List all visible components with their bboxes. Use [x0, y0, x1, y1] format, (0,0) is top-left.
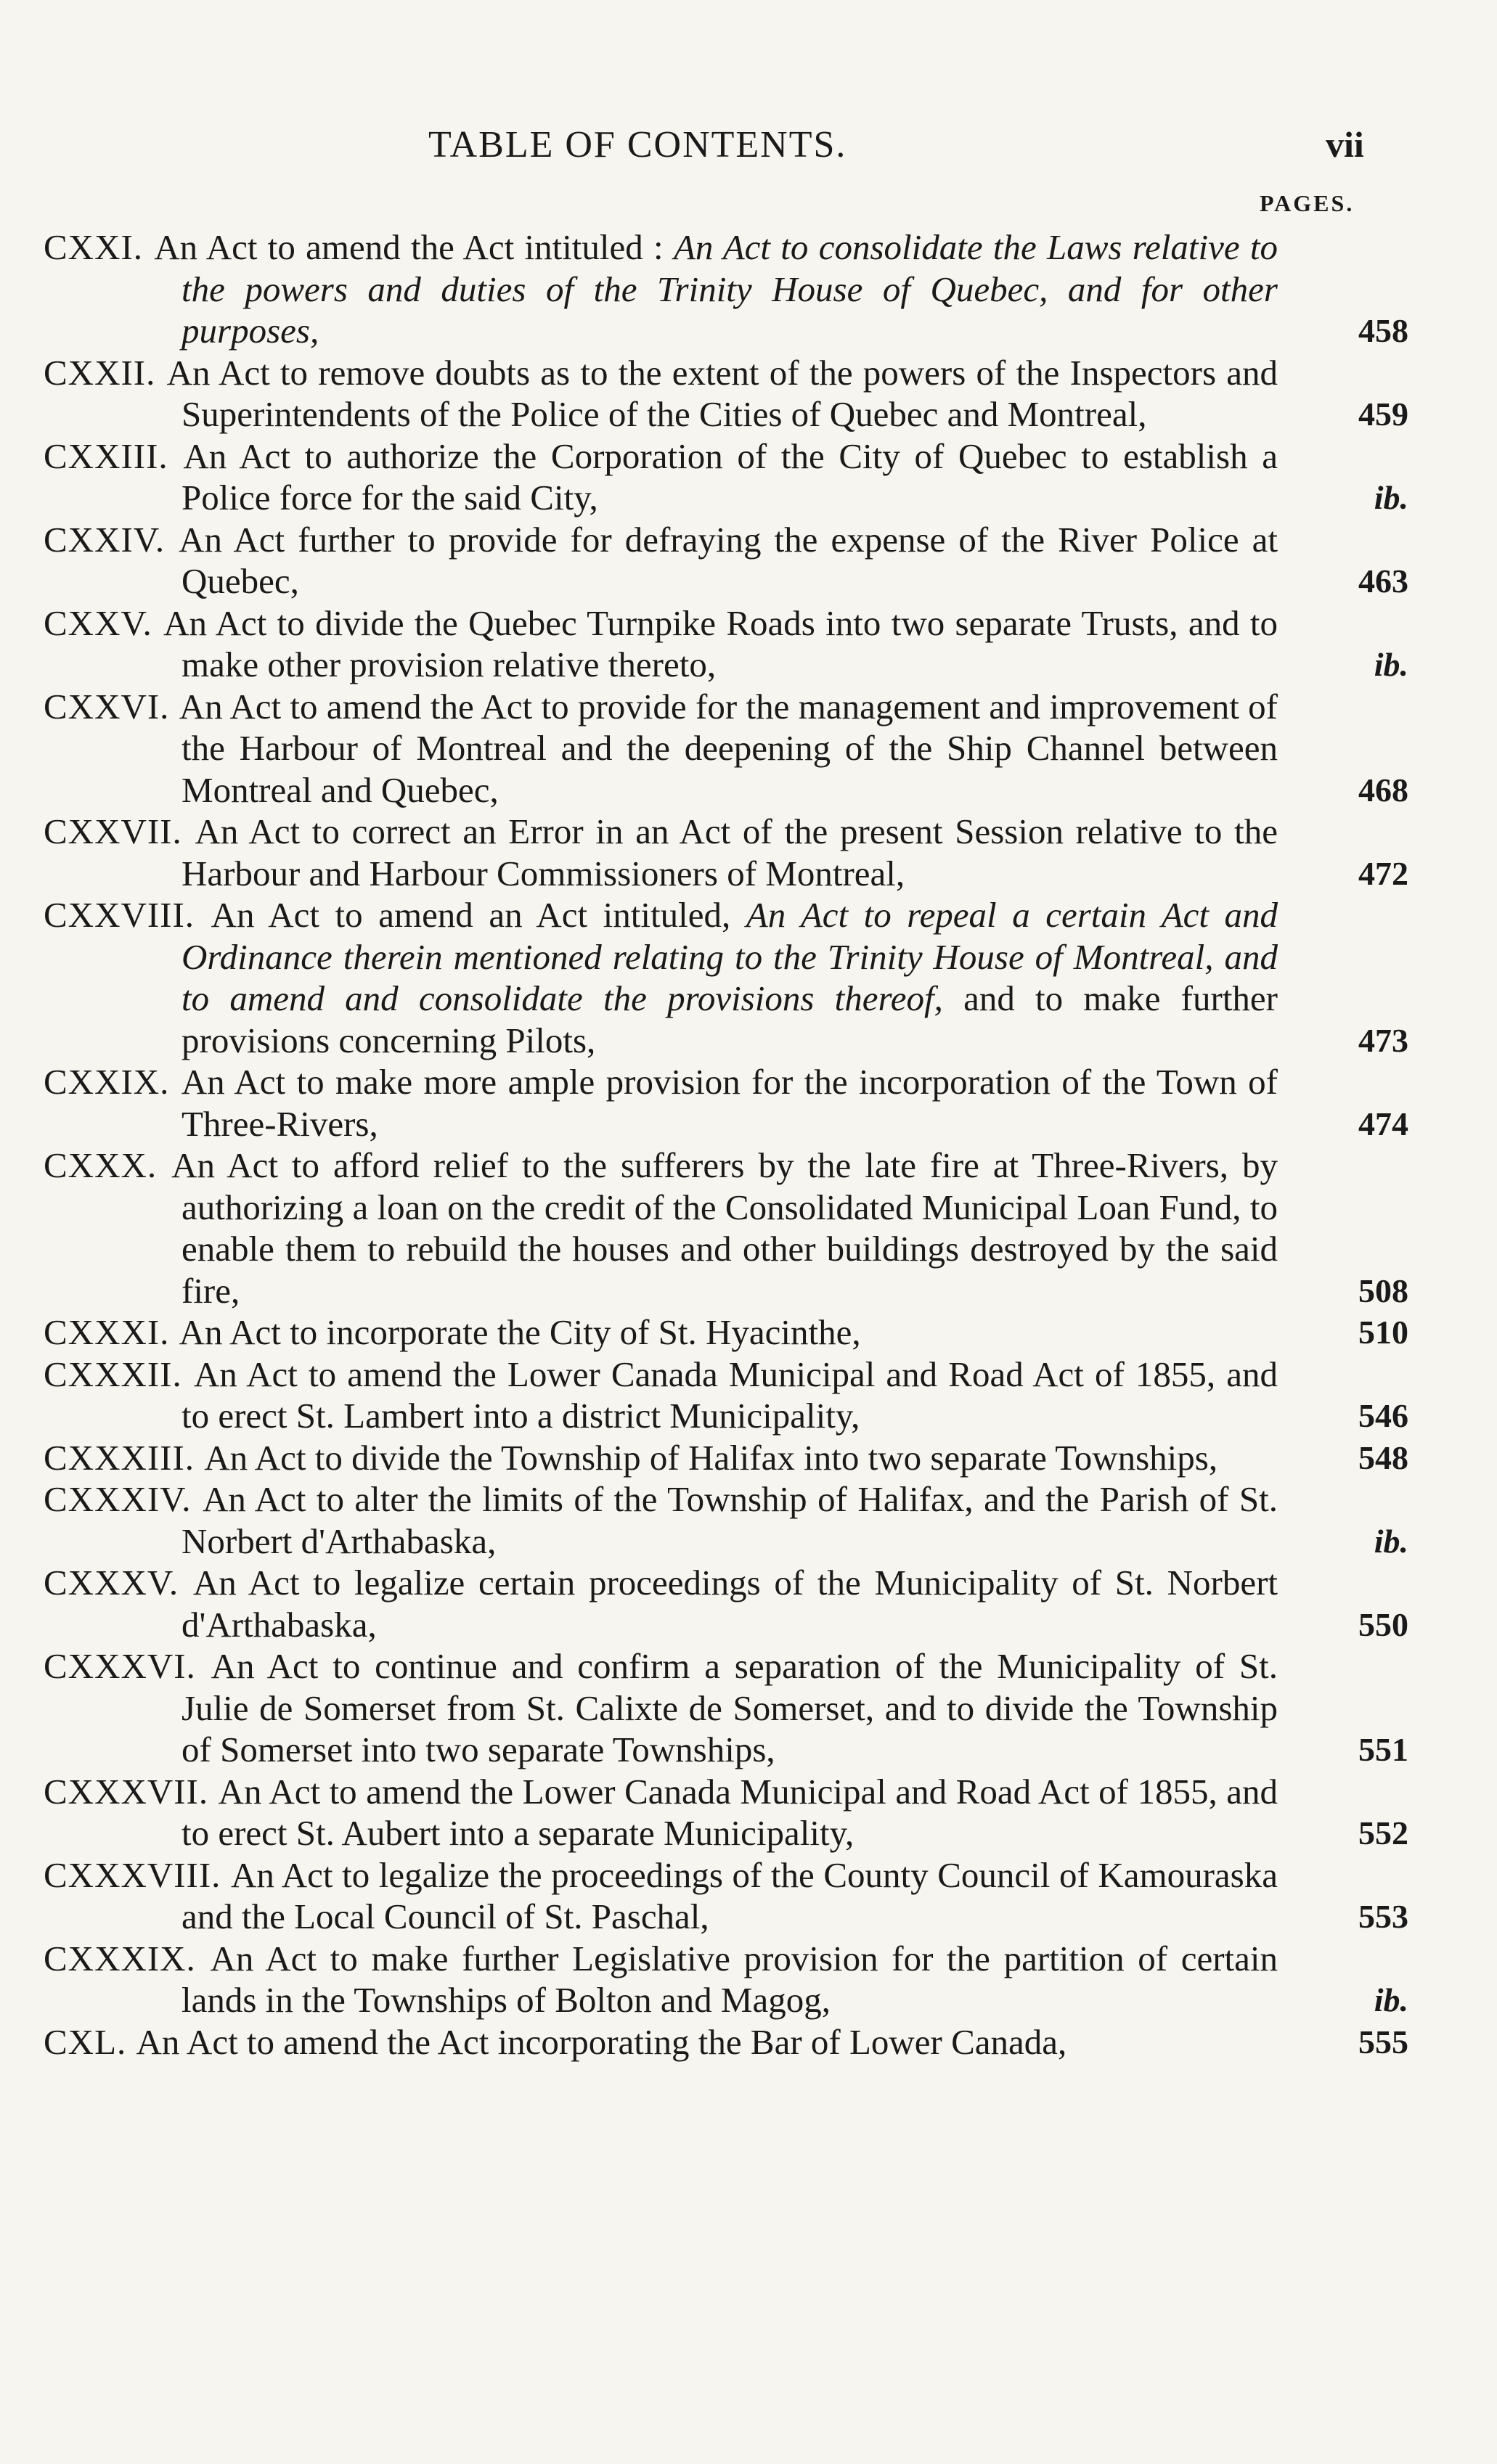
toc-entry	[44, 1562, 1423, 1645]
entry-italic-title: An Act to consolidate the Laws relative to the powers and duties of the Trinity House of Quebec, and for other purposes,	[181, 227, 1278, 351]
entry-page-ref: 459	[1358, 396, 1408, 433]
pages-column-label: PAGES.	[1260, 190, 1355, 216]
entry-page-ref: ib.	[1374, 1981, 1408, 2018]
entry-number: CXXIV.	[44, 519, 179, 560]
entry-page-ref: 550	[1358, 1605, 1408, 1643]
toc-entry	[44, 1645, 1423, 1771]
entry-text-continued: and to make further provisions concerning Pilots,	[181, 978, 1278, 1060]
entry-page-ref: 552	[1358, 1814, 1408, 1851]
entry-text: An Act to amend the Lower Canada Municipal and Road Act of 1855, and to erect St. Lambert into a district Municipality,	[181, 1354, 1278, 1436]
entry-number: CXXXIX.	[44, 1938, 211, 1978]
toc-entry	[44, 894, 1423, 1061]
entry-number: CXXXVIII.	[44, 1854, 232, 1895]
toc-entry	[44, 226, 1423, 352]
toc-entry	[44, 811, 1423, 894]
entry-text: An Act to alter the limits of the Township of Halifax, and the Parish of St. Norbert d'Arthabaska,	[181, 1479, 1278, 1561]
entry-text: An Act to make more ample provision for the incorporation of the Town of Three-Rivers,	[181, 1062, 1278, 1144]
entry-page-ref: 510	[1358, 1314, 1408, 1351]
toc-entry	[44, 1437, 1423, 1479]
contents-list	[44, 226, 1423, 2063]
entry-number: CXXXV.	[44, 1563, 193, 1603]
entry-page-ref: 472	[1358, 854, 1408, 892]
entry-number: CXXV.	[44, 602, 164, 643]
entry-number: CXXXVI.	[44, 1646, 211, 1686]
entry-page-ref: 473	[1358, 1021, 1408, 1059]
entry-page-ref: 555	[1358, 2023, 1408, 2060]
entry-number: CXXI.	[44, 227, 155, 267]
entry-text: An Act to continue and confirm a separation of the Municipality of St. Julie de Somerset from St. Calixte de Somerset, and to divide the Township of Somerset into two separate Townships,	[181, 1646, 1278, 1769]
entry-number: CXXVI.	[44, 686, 179, 726]
entry-number: CXXXVII.	[44, 1771, 219, 1812]
toc-entry	[44, 519, 1423, 602]
entry-text: An Act to divide the Quebec Turnpike Roads into two separate Trusts, and to make other provision relative thereto,	[163, 602, 1278, 684]
entry-text: An Act to incorporate the City of St. Hyacinthe,	[179, 1312, 861, 1352]
entry-page-ref: 463	[1358, 562, 1408, 599]
entry-text: An Act to amend an Act intituled,	[211, 895, 746, 935]
entry-text: An Act to amend the Act to provide for the management and improvement of the Harbour of Montreal and the deepening of the Ship Channel between Montreal and Quebec,	[179, 686, 1278, 810]
entry-number: CXL.	[44, 2021, 136, 2062]
toc-entry	[44, 1354, 1423, 1437]
entry-page-ref: 551	[1358, 1731, 1408, 1768]
toc-entry	[44, 1478, 1423, 1562]
toc-entry	[44, 352, 1423, 435]
entry-text: An Act to amend the Act incorporating the Bar of Lower Canada,	[136, 2021, 1067, 2062]
entry-number: CXXII.	[44, 352, 167, 393]
entry-number: CXXIX.	[44, 1062, 181, 1102]
entry-page-ref: 458	[1358, 312, 1408, 349]
toc-entry	[44, 1771, 1423, 1854]
toc-entry	[44, 435, 1423, 519]
entry-text: An Act to remove doubts as to the extent of the powers of the Inspectors and Superintendents of the Police of the Cities of Quebec and Montreal,	[166, 352, 1278, 434]
entry-number: CXXXII.	[44, 1354, 194, 1394]
entry-text: An Act to correct an Error in an Act of the present Session relative to the Harbour and Harbour Commissioners of Montreal,	[181, 811, 1278, 893]
entry-text: An Act to divide the Township of Halifax into two separate Townships,	[204, 1437, 1218, 1478]
page-header	[0, 123, 1497, 174]
toc-entry	[44, 1061, 1423, 1145]
entry-number: CXXVII.	[44, 811, 195, 851]
entry-text: An Act to legalize the proceedings of the County Council of Kamouraska and the Local Council of St. Paschal,	[181, 1854, 1278, 1936]
entry-page-ref: 474	[1358, 1105, 1408, 1142]
toc-entry	[44, 1938, 1423, 2021]
entry-page-ref: ib.	[1374, 479, 1408, 516]
toc-entry	[44, 1145, 1423, 1311]
entry-text: An Act to authorize the Corporation of the City of Quebec to establish a Police force for the said City,	[181, 435, 1278, 517]
entry-page-ref: 553	[1358, 1898, 1408, 1935]
entry-text: An Act further to provide for defraying the expense of the River Police at Quebec,	[179, 519, 1278, 601]
entry-page-ref: 548	[1358, 1438, 1408, 1476]
page-title: TABLE OF CONTENTS.	[428, 124, 847, 165]
entry-text: An Act to amend the Act intituled :	[154, 227, 674, 267]
entry-text: An Act to amend the Lower Canada Municipal and Road Act of 1855, and to erect St. Aubert into a separate Municipality,	[181, 1771, 1278, 1853]
entry-number: CXXIII.	[44, 435, 184, 476]
entry-page-ref: 508	[1358, 1272, 1408, 1309]
toc-entry	[44, 1311, 1423, 1354]
toc-entry	[44, 2021, 1423, 2063]
toc-entry	[44, 602, 1423, 686]
entry-italic-title: An Act to repeal a certain Act and Ordinance therein mentioned relating to the Trinity House of Montreal, and to amend and consolidate the provisions thereof,	[181, 895, 1278, 1018]
entry-page-ref: 468	[1358, 771, 1408, 809]
entry-number: CXXVIII.	[44, 895, 211, 935]
entry-page-ref: ib.	[1374, 646, 1408, 683]
entry-number: CXXXIII.	[44, 1437, 205, 1478]
entry-number: CXXX.	[44, 1145, 172, 1185]
entry-text: An Act to afford relief to the sufferers by the late fire at Three-Rivers, by authorizing a loan on the credit of the Consolidated Municipal Loan Fund, to enable them to rebuild the houses and other buildings destroyed by the said fire,	[171, 1145, 1278, 1311]
entry-number: CXXXI.	[44, 1312, 179, 1352]
toc-entry	[44, 1854, 1423, 1938]
entry-number: CXXXIV.	[44, 1479, 203, 1519]
entry-text: An Act to legalize certain proceedings of the Municipality of St. Norbert d'Arthabaska,	[181, 1563, 1278, 1645]
toc-entry	[44, 686, 1423, 811]
entry-page-ref: 546	[1358, 1397, 1408, 1434]
entry-text: An Act to make further Legislative provision for the partition of certain lands in the Townships of Bolton and Magog,	[181, 1938, 1278, 2020]
page-number: vii	[1326, 124, 1364, 165]
entry-page-ref: ib.	[1374, 1522, 1408, 1560]
